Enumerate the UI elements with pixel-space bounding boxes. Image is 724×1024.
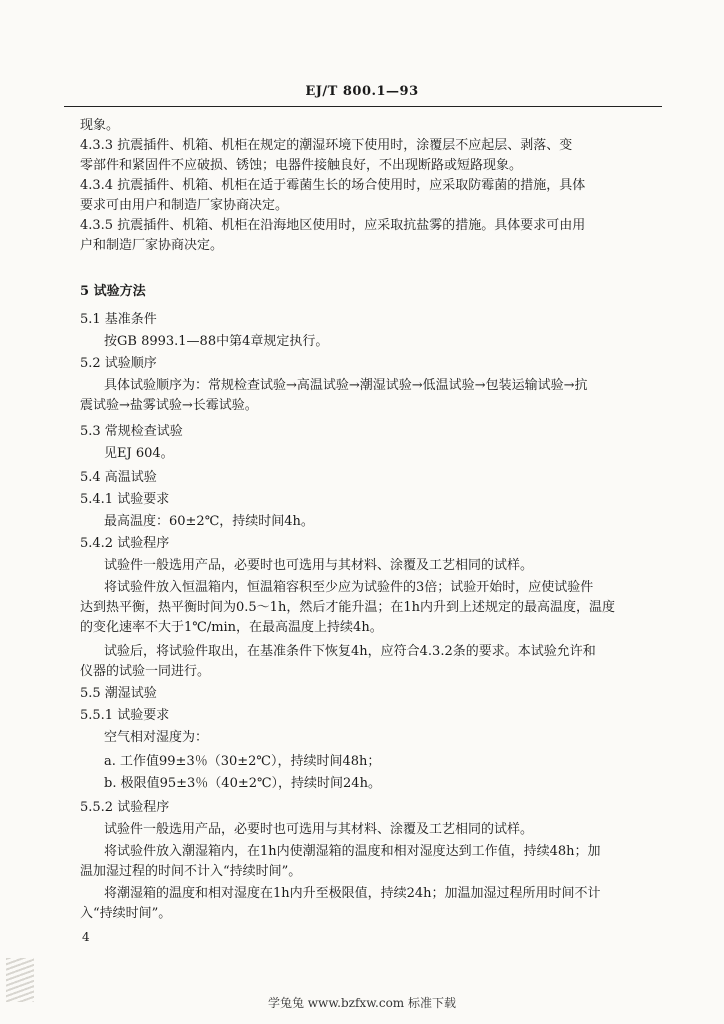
- clause-4-3-3: 4.3.3 抗震插件、机箱、机柜在规定的潮湿环境下使用时，涂覆层不应起层、剥落、变: [80, 138, 573, 153]
- text-line: 户和制造厂家协商决定。: [80, 238, 224, 253]
- clause-5-5: 5.5 潮湿试验: [80, 686, 157, 701]
- clause-4-3-4: 4.3.4 抗震插件、机箱、机柜在适于霉菌生长的场合使用时，应采取防霉菌的措施，具体: [80, 178, 586, 193]
- text-line: 达到热平衡，热平衡时间为0.5～1h，然后才能升温；在1h内升到上述规定的最高温度，温度: [80, 600, 615, 615]
- text-line: 试验后，将试验件取出，在基准条件下恢复4h，应符合4.3.2条的要求。本试验允许和: [104, 644, 596, 659]
- text-line: 将潮湿箱的温度和相对湿度在1h内升至极限值，持续24h；加温加湿过程所用时间不计: [104, 886, 601, 901]
- text-line: 震试验→盐雾试验→长霉试验。: [80, 398, 258, 413]
- text-line: 最高温度：60±2℃，持续时间4h。: [104, 514, 314, 529]
- clause-5-2: 5.2 试验顺序: [80, 356, 157, 371]
- page-number: 4: [82, 930, 90, 944]
- text-line: 空气相对湿度为：: [104, 730, 209, 745]
- footer-watermark: 学兔兔 www.bzfxw.com 标准下载: [267, 996, 457, 1010]
- list-item-b: b. 极限值95±3％（40±2℃），持续时间24h。: [104, 776, 381, 791]
- text-line: 将试验件放入恒温箱内，恒温箱容积至少应为试验件的3倍；试验开始时，应使试验件: [104, 580, 594, 595]
- list-item-a: a. 工作值99±3％（30±2℃），持续时间48h；: [104, 754, 381, 769]
- clause-5-4-2: 5.4.2 试验程序: [80, 536, 170, 551]
- text-line: 零部件和紧固件不应破损、锈蚀；电器件接触良好，不出现断路或短路现象。: [80, 158, 523, 173]
- clause-5-4-1: 5.4.1 试验要求: [80, 492, 170, 507]
- text-line: 试验件一般选用产品，必要时也可选用与其材料、涂覆及工艺相同的试样。: [104, 822, 534, 837]
- section-5-heading: 5 试验方法: [80, 284, 146, 299]
- text-line: 具体试验顺序为：常规检查试验→高温试验→潮湿试验→低温试验→包装运输试验→抗: [104, 378, 588, 393]
- text-line: 现象。: [80, 118, 120, 133]
- text-line: 将试验件放入潮湿箱内，在1h内使潮湿箱的温度和相对湿度达到工作值，持续48h；加: [104, 844, 601, 859]
- standard-header: EJ/T 800.1—93: [305, 84, 419, 99]
- clause-5-1: 5.1 基准条件: [80, 312, 157, 327]
- clause-5-4: 5.4 高温试验: [80, 470, 157, 485]
- header-rule: [64, 106, 662, 107]
- text-line: 按GB 8993.1—88中第4章规定执行。: [104, 334, 329, 349]
- text-line: 要求可由用户和制造厂家协商决定。: [80, 198, 289, 213]
- clause-4-3-5: 4.3.5 抗震插件、机箱、机柜在沿海地区使用时，应采取抗盐雾的措施。具体要求可由用: [80, 218, 586, 233]
- text-line: 见EJ 604。: [104, 446, 174, 461]
- text-line: 仪器的试验一同进行。: [80, 664, 211, 679]
- clause-5-5-2: 5.5.2 试验程序: [80, 800, 170, 815]
- text-line: 温加湿过程的时间不计入“持续时间”。: [80, 864, 302, 879]
- text-line: 入“持续时间”。: [80, 906, 172, 921]
- clause-5-5-1: 5.5.1 试验要求: [80, 708, 170, 723]
- clause-5-3: 5.3 常规检查试验: [80, 424, 183, 439]
- text-line: 的变化速率不大于1℃/min，在最高温度上持续4h。: [80, 620, 383, 635]
- text-line: 试验件一般选用产品，必要时也可选用与其材料、涂覆及工艺相同的试样。: [104, 558, 534, 573]
